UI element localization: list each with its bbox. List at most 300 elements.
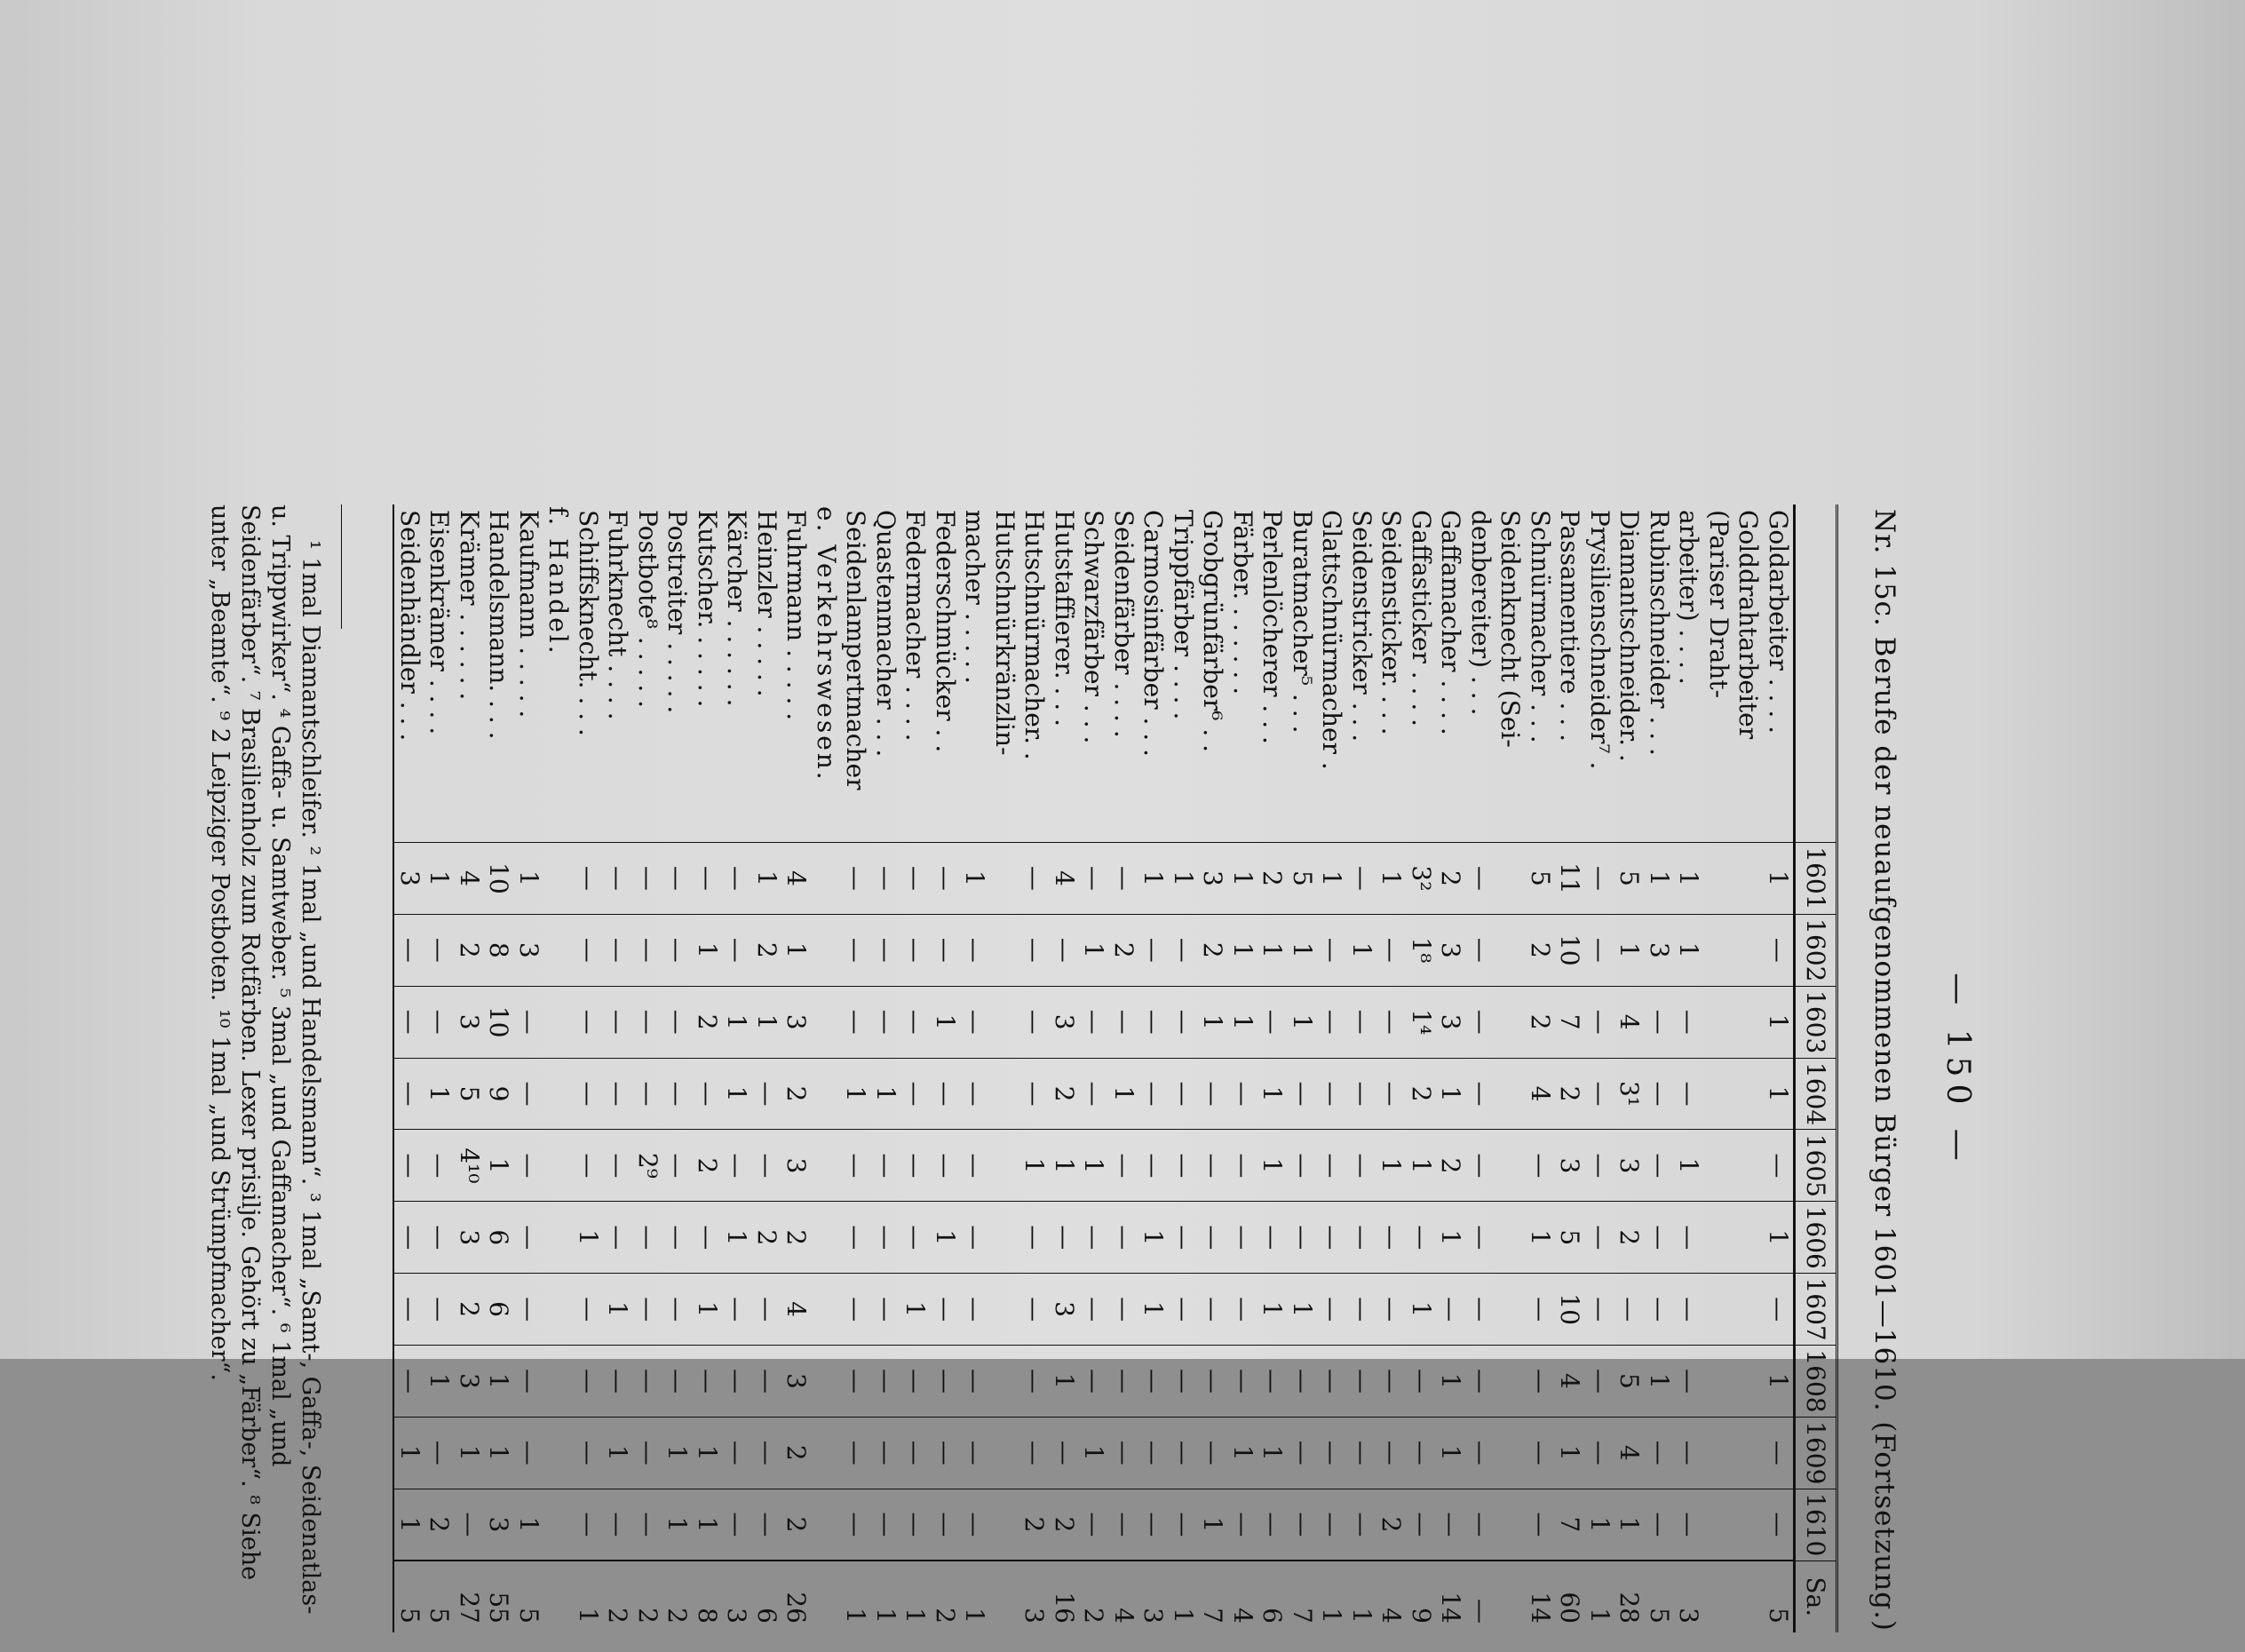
year-count-cell: — xyxy=(1109,1130,1139,1202)
year-count-cell: — xyxy=(1526,1417,1556,1489)
year-count-cell: — xyxy=(633,1058,663,1130)
year-count-cell xyxy=(990,1489,1020,1561)
table-row xyxy=(1347,504,1377,1632)
year-count-cell xyxy=(812,914,842,986)
table-row xyxy=(1257,504,1288,1632)
year-count-cell: — xyxy=(574,1346,604,1418)
year-count-cell: — xyxy=(1674,1417,1704,1489)
year-count-cell xyxy=(1495,843,1526,915)
year-count-cell: — xyxy=(1347,1417,1377,1489)
year-count-cell xyxy=(990,1058,1020,1130)
year-count-cell: 5 xyxy=(1526,843,1556,915)
header-year: 1607 xyxy=(1795,1274,1837,1346)
year-count-cell: 1 xyxy=(931,1202,961,1274)
year-count-cell xyxy=(543,986,574,1058)
occupation-label: Golddrahtarbeiter xyxy=(1733,510,1764,740)
table-row xyxy=(990,504,1020,1632)
sum-cell: 26 xyxy=(781,1561,812,1632)
year-count-cell: — xyxy=(1169,1058,1199,1130)
year-count-cell: — xyxy=(871,986,901,1058)
year-count-cell: — xyxy=(633,986,663,1058)
table-row xyxy=(1317,504,1347,1632)
year-count-cell: 1⁴ xyxy=(1407,986,1437,1058)
occupation-label: Schnürmacher . . . xyxy=(1526,510,1555,743)
year-count-cell: — xyxy=(1466,1058,1496,1130)
year-count-cell: 1 xyxy=(1764,1202,1795,1274)
table-row xyxy=(1466,504,1496,1632)
year-count-cell: — xyxy=(1288,1417,1318,1489)
year-count-cell: 1 xyxy=(1764,843,1795,915)
year-count-cell: — xyxy=(1376,1274,1407,1346)
header-year: 1604 xyxy=(1795,1058,1837,1130)
year-count-cell: 2 xyxy=(1436,1130,1466,1202)
year-count-cell: — xyxy=(394,1130,425,1202)
year-count-cell: — xyxy=(1138,986,1169,1058)
table-row xyxy=(1228,504,1258,1632)
year-count-cell: 1 xyxy=(662,1489,693,1561)
year-count-cell: 1 xyxy=(1436,1058,1466,1130)
year-count-cell: — xyxy=(574,914,604,986)
header-year: 1609 xyxy=(1795,1417,1837,1489)
year-count-cell: — xyxy=(1198,1130,1228,1202)
year-count-cell: — xyxy=(1079,1274,1109,1346)
year-count-cell: 1 xyxy=(1436,1346,1466,1418)
sum-cell xyxy=(543,1561,574,1632)
year-count-cell: — xyxy=(1198,1058,1228,1130)
year-count-cell: 4 xyxy=(455,843,485,915)
year-count-cell xyxy=(1495,1417,1526,1489)
year-count-cell: — xyxy=(424,1417,455,1489)
year-count-cell: — xyxy=(841,1417,871,1489)
year-count-cell: — xyxy=(514,1202,544,1274)
year-count-cell: 4 xyxy=(781,1274,812,1346)
year-count-cell: 1 xyxy=(1228,914,1258,986)
year-count-cell: 5 xyxy=(1555,1202,1585,1274)
year-count-cell: 2 xyxy=(1526,914,1556,986)
year-count-cell: 2 xyxy=(693,986,723,1058)
year-count-cell: — xyxy=(633,914,663,986)
year-count-cell: 1 xyxy=(1436,1417,1466,1489)
year-count-cell: — xyxy=(1764,1274,1795,1346)
occupation-label: Färber. . . . . . . xyxy=(1228,510,1257,695)
table-row xyxy=(1050,504,1080,1632)
year-count-cell: 1 xyxy=(1764,1058,1795,1130)
sum-cell: 2 xyxy=(633,1561,663,1632)
year-count-cell: — xyxy=(1257,1489,1288,1561)
year-count-cell: — xyxy=(394,1346,425,1418)
year-count-cell: — xyxy=(871,1346,901,1418)
year-count-cell: — xyxy=(603,1489,633,1561)
year-count-cell: — xyxy=(1198,1202,1228,1274)
sum-cell xyxy=(990,1561,1020,1632)
occupation-label: Eisenkrämer . . . . xyxy=(424,510,455,735)
year-count-cell: 8 xyxy=(484,914,514,986)
year-count-cell: — xyxy=(662,1058,693,1130)
year-count-cell: — xyxy=(841,1274,871,1346)
occupation-label: Buratmacher⁵ . . . xyxy=(1288,510,1317,734)
year-count-cell: 1 xyxy=(900,1274,931,1346)
occupation-label: Postbote⁸ . . . . . xyxy=(633,510,662,709)
year-count-cell: — xyxy=(1288,1130,1318,1202)
year-count-cell: 6 xyxy=(484,1274,514,1346)
table-row xyxy=(1645,504,1675,1632)
year-count-cell: 1 xyxy=(693,1274,723,1346)
year-count-cell: — xyxy=(841,1202,871,1274)
year-count-cell: — xyxy=(1079,1489,1109,1561)
year-count-cell: — xyxy=(1109,1417,1139,1489)
year-count-cell: — xyxy=(960,986,990,1058)
header-year: 1603 xyxy=(1795,986,1837,1058)
year-count-cell xyxy=(812,1417,842,1489)
year-count-cell: 1 xyxy=(1228,1417,1258,1489)
table-row xyxy=(1169,504,1199,1632)
table-row xyxy=(394,504,425,1632)
year-count-cell: — xyxy=(1645,1202,1675,1274)
year-count-cell xyxy=(1704,1417,1734,1489)
year-count-cell: — xyxy=(1436,1489,1466,1561)
year-count-cell: — xyxy=(752,1130,782,1202)
year-count-cell: 1 xyxy=(455,1417,485,1489)
year-count-cell: — xyxy=(960,1346,990,1418)
year-count-cell: 1 xyxy=(1198,1489,1228,1561)
table-row xyxy=(1079,504,1109,1632)
year-count-cell: — xyxy=(1079,1202,1109,1274)
sum-cell: 14 xyxy=(1436,1561,1466,1632)
year-count-cell: 7 xyxy=(1555,1489,1585,1561)
year-count-cell: 2 xyxy=(781,1058,812,1130)
sum-cell: 2 xyxy=(931,1561,961,1632)
year-count-cell: — xyxy=(931,1346,961,1418)
year-count-cell xyxy=(1733,843,1764,915)
occupation-label: macher . . . . . xyxy=(960,510,990,684)
year-count-cell: 3 xyxy=(1050,1274,1080,1346)
year-count-cell xyxy=(1495,1202,1526,1274)
year-count-cell: 1 xyxy=(1198,986,1228,1058)
table-row xyxy=(1495,504,1526,1632)
sum-cell: 3 xyxy=(1674,1561,1704,1632)
year-count-cell: — xyxy=(1764,914,1795,986)
year-count-cell xyxy=(1495,914,1526,986)
year-count-cell: — xyxy=(1019,1346,1050,1418)
occupation-label: Kärcher . . . . . . xyxy=(722,510,752,707)
year-count-cell: — xyxy=(603,843,633,915)
year-count-cell xyxy=(1733,1489,1764,1561)
year-count-cell xyxy=(543,843,574,915)
year-count-cell: 1 xyxy=(1288,1274,1318,1346)
year-count-cell: 2⁹ xyxy=(633,1130,663,1202)
year-count-cell: — xyxy=(752,1274,782,1346)
year-count-cell: — xyxy=(514,1130,544,1202)
year-count-cell: — xyxy=(871,1274,901,1346)
occupation-label: Passamentiere . . . xyxy=(1555,510,1585,742)
occupation-label: Goldarbeiter . . . . xyxy=(1764,510,1793,735)
table-row xyxy=(1138,504,1169,1632)
year-count-cell: — xyxy=(722,1489,752,1561)
year-count-cell: — xyxy=(931,843,961,915)
year-count-cell xyxy=(543,1058,574,1130)
year-count-cell: — xyxy=(1764,1417,1795,1489)
year-count-cell: — xyxy=(871,1489,901,1561)
year-count-cell xyxy=(1704,1274,1734,1346)
sum-cell: 2 xyxy=(1079,1561,1109,1632)
occupation-label: Hutschnürkränzlin- xyxy=(990,510,1019,756)
year-count-cell: 1 xyxy=(1050,1346,1080,1418)
year-count-cell: 1 xyxy=(1019,1130,1050,1202)
year-count-cell xyxy=(990,1417,1020,1489)
year-count-cell: — xyxy=(514,1346,544,1418)
table-row xyxy=(1198,504,1228,1632)
year-count-cell: 1 xyxy=(1257,1130,1288,1202)
occupation-label: Prysilienschneider⁷ . xyxy=(1585,510,1614,770)
year-count-cell: — xyxy=(1019,1274,1050,1346)
year-count-cell: — xyxy=(574,1058,604,1130)
year-count-cell: 1 xyxy=(1585,1489,1615,1561)
year-count-cell: — xyxy=(574,986,604,1058)
occupation-label: Seidenstricker . . . xyxy=(1347,510,1376,743)
sum-cell: 1 xyxy=(574,1561,604,1632)
table-row xyxy=(603,504,633,1632)
year-count-cell xyxy=(812,1346,842,1418)
year-count-cell: 3 xyxy=(455,1346,485,1418)
year-count-cell: 2 xyxy=(1109,914,1139,986)
year-count-cell: — xyxy=(662,986,693,1058)
year-count-cell: 10 xyxy=(1555,1274,1585,1346)
occupation-label: Kaufmann . . . . . xyxy=(514,510,543,719)
year-count-cell: 1 xyxy=(1109,1058,1139,1130)
year-count-cell: 1 xyxy=(1674,843,1704,915)
year-count-cell: — xyxy=(1466,1130,1496,1202)
occupation-label: Gaffamacher . . . . xyxy=(1436,510,1466,735)
year-count-cell xyxy=(543,1346,574,1418)
year-count-cell: — xyxy=(1019,1058,1050,1130)
year-count-cell: 3 xyxy=(1436,986,1466,1058)
table-row xyxy=(693,504,723,1632)
occupation-label: Perlenlöcherer . . . xyxy=(1257,510,1288,744)
year-count-cell: — xyxy=(1466,914,1496,986)
year-count-cell: — xyxy=(871,1417,901,1489)
year-count-cell: — xyxy=(841,1489,871,1561)
footnotes xyxy=(204,504,342,1632)
year-count-cell: — xyxy=(662,1274,693,1346)
sum-cell: 3 xyxy=(722,1561,752,1632)
year-count-cell: 1 xyxy=(603,1274,633,1346)
year-count-cell: 1 xyxy=(693,1417,723,1489)
year-count-cell: 4¹⁰ xyxy=(455,1130,485,1202)
sum-cell: 1 xyxy=(1585,1561,1615,1632)
year-count-cell xyxy=(812,1130,842,1202)
sum-cell: 6 xyxy=(1257,1561,1288,1632)
year-count-cell: — xyxy=(394,914,425,986)
year-count-cell: 1 xyxy=(1436,1202,1466,1274)
year-count-cell: 2 xyxy=(693,1130,723,1202)
year-count-cell xyxy=(1733,1058,1764,1130)
year-count-cell xyxy=(1704,1058,1734,1130)
year-count-cell: — xyxy=(1585,1346,1615,1418)
year-count-cell: — xyxy=(1109,1346,1139,1418)
year-count-cell: — xyxy=(1228,1274,1258,1346)
year-count-cell xyxy=(543,1489,574,1561)
year-count-cell: — xyxy=(1347,1274,1377,1346)
occupation-label: Seidenhändler . . . xyxy=(394,504,425,843)
table-row xyxy=(1733,504,1764,1632)
year-count-cell: — xyxy=(1674,986,1704,1058)
year-count-cell: 1 xyxy=(1645,1346,1675,1418)
year-count-cell: — xyxy=(722,914,752,986)
header-year: 1606 xyxy=(1795,1202,1837,1274)
table-row xyxy=(871,504,901,1632)
year-count-cell: — xyxy=(1466,986,1496,1058)
year-count-cell xyxy=(990,986,1020,1058)
year-count-cell: — xyxy=(1228,1202,1258,1274)
year-count-cell: — xyxy=(1347,843,1377,915)
table-row xyxy=(662,504,693,1632)
year-count-cell xyxy=(812,1489,842,1561)
year-count-cell: 1 xyxy=(1347,914,1377,986)
year-count-cell: — xyxy=(1198,1274,1228,1346)
year-count-cell: — xyxy=(1674,1058,1704,1130)
occupation-label: e. Verkehrswesen. xyxy=(812,506,841,782)
year-count-cell: 1 xyxy=(931,986,961,1058)
year-count-cell: — xyxy=(960,1417,990,1489)
year-count-cell: — xyxy=(1317,914,1347,986)
year-count-cell: — xyxy=(1109,1202,1139,1274)
year-count-cell: — xyxy=(424,1274,455,1346)
occupation-label: Carmosinfärber . . . xyxy=(1138,510,1169,757)
header-year: 1605 xyxy=(1795,1130,1837,1202)
year-count-cell: — xyxy=(1317,986,1347,1058)
year-count-cell: — xyxy=(1764,1489,1795,1561)
year-count-cell: — xyxy=(424,1130,455,1202)
year-count-cell: — xyxy=(1376,914,1407,986)
year-count-cell xyxy=(1704,986,1734,1058)
year-count-cell: 2 xyxy=(1614,1202,1645,1274)
table-row xyxy=(931,504,961,1632)
year-count-cell: — xyxy=(514,1274,544,1346)
year-count-cell: — xyxy=(931,1417,961,1489)
year-count-cell: 1 xyxy=(1317,843,1347,915)
year-count-cell: — xyxy=(1436,1274,1466,1346)
year-count-cell: — xyxy=(1169,1346,1199,1418)
year-count-cell: 1 xyxy=(484,1417,514,1489)
year-count-cell: — xyxy=(633,843,663,915)
year-count-cell xyxy=(543,1274,574,1346)
year-count-cell: 1 xyxy=(722,1202,752,1274)
year-count-cell: 1 xyxy=(693,914,723,986)
year-count-cell: 1 xyxy=(1079,1130,1109,1202)
year-count-cell: — xyxy=(1228,1489,1258,1561)
table-row xyxy=(841,504,871,1632)
occupation-label: Schwarzfärber . . . xyxy=(1079,510,1109,744)
year-count-cell xyxy=(1733,986,1764,1058)
year-count-cell: 1 xyxy=(1614,914,1645,986)
year-count-cell xyxy=(1704,1130,1734,1202)
sum-cell: 9 xyxy=(1407,1561,1437,1632)
year-count-cell: 1 xyxy=(424,1058,455,1130)
year-count-cell: 1 xyxy=(514,843,544,915)
occupation-label: arbeiter) . . . . xyxy=(1674,510,1704,685)
year-count-cell: 1 xyxy=(1138,1274,1169,1346)
year-count-cell: 1 xyxy=(722,1058,752,1130)
year-count-cell: 2 xyxy=(752,914,782,986)
rotated-page-content xyxy=(93,488,1985,1652)
year-count-cell: 3¹ xyxy=(1614,1058,1645,1130)
year-count-cell: — xyxy=(1674,1346,1704,1418)
year-count-cell xyxy=(990,1130,1020,1202)
sum-cell: 5 xyxy=(1645,1561,1675,1632)
year-count-cell: 1 xyxy=(1228,843,1258,915)
year-count-cell: — xyxy=(1585,843,1615,915)
year-count-cell: 1 xyxy=(1407,1274,1437,1346)
year-count-cell: — xyxy=(662,1202,693,1274)
year-count-cell: — xyxy=(1585,1130,1615,1202)
year-count-cell: — xyxy=(574,1417,604,1489)
year-count-cell: — xyxy=(424,986,455,1058)
year-count-cell: — xyxy=(1257,1202,1288,1274)
sum-cell: — xyxy=(1466,1561,1496,1632)
table-row xyxy=(1109,504,1139,1632)
occupation-label: Schiffsknecht. . . . xyxy=(574,510,603,736)
year-count-cell: — xyxy=(1526,1130,1556,1202)
table-row xyxy=(1764,504,1795,1632)
occupation-label: denbereiter) . . . xyxy=(1466,510,1495,716)
year-count-cell: — xyxy=(1645,1058,1675,1130)
occupation-label: Diamantschneider. . xyxy=(1614,510,1645,762)
year-count-cell: — xyxy=(900,1417,931,1489)
year-count-cell: — xyxy=(1376,1346,1407,1418)
year-count-cell: — xyxy=(603,1130,633,1202)
year-count-cell: 1 xyxy=(1555,1417,1585,1489)
year-count-cell: — xyxy=(1288,1489,1318,1561)
occupation-label: Kutscher. . . . . . xyxy=(693,510,722,708)
sum-cell: 60 xyxy=(1555,1561,1585,1632)
year-count-cell: 1 xyxy=(1138,1202,1169,1274)
sum-cell xyxy=(1704,1561,1734,1632)
year-count-cell: 1 xyxy=(1079,914,1109,986)
year-count-cell: 1 xyxy=(1228,986,1258,1058)
year-count-cell: 1 xyxy=(1288,986,1318,1058)
year-count-cell: — xyxy=(1674,1274,1704,1346)
occupation-label: Fuhrmann . . . . . xyxy=(781,510,812,721)
year-count-cell: — xyxy=(693,1058,723,1130)
table-row xyxy=(1019,504,1050,1632)
header-year: 1610 xyxy=(1795,1489,1837,1561)
year-count-cell: 11 xyxy=(1555,843,1585,915)
sum-cell: 2 xyxy=(662,1561,693,1632)
year-count-cell xyxy=(1495,986,1526,1058)
occupation-label: Trippfärber . . . . xyxy=(1169,510,1198,720)
occupation-label: Hutstaffierer. . . . xyxy=(1050,510,1079,727)
year-count-cell: — xyxy=(394,1274,425,1346)
year-count-cell: — xyxy=(1674,1489,1704,1561)
year-count-cell: — xyxy=(931,1130,961,1202)
year-count-cell: — xyxy=(722,1130,752,1202)
year-count-cell: 4 xyxy=(1614,986,1645,1058)
year-count-cell xyxy=(1704,843,1734,915)
year-count-cell: 1 xyxy=(1674,1130,1704,1202)
year-count-cell: 3 xyxy=(394,843,425,915)
occupation-label: Glattschnürmacher . xyxy=(1317,510,1347,770)
year-count-cell xyxy=(543,914,574,986)
year-count-cell: 1 xyxy=(1257,1274,1288,1346)
year-count-cell: — xyxy=(514,1417,544,1489)
year-count-cell: — xyxy=(871,1130,901,1202)
sum-cell: 4 xyxy=(1109,1561,1139,1632)
occupation-label: Federschmücker . . xyxy=(931,510,960,753)
sum-cell: 5 xyxy=(1764,1561,1795,1632)
year-count-cell: 1 xyxy=(424,843,455,915)
year-count-cell: — xyxy=(1466,1489,1496,1561)
table-row xyxy=(574,504,604,1632)
